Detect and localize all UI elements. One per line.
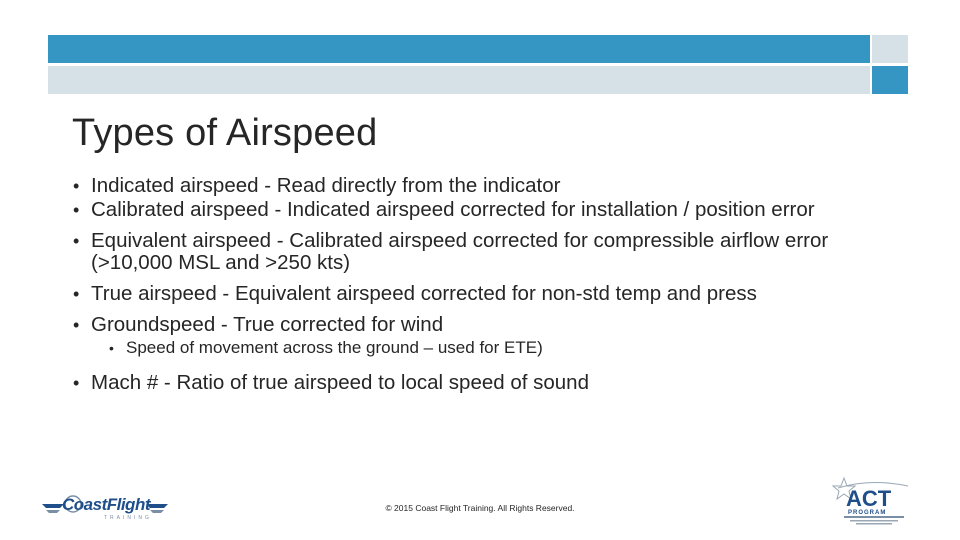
act-program-logo <box>830 476 912 530</box>
bullet-groundspeed: Groundspeed - True corrected for wind <box>91 313 444 336</box>
act-wordmark: ACT <box>846 486 892 511</box>
coast-flight-tagline: TRAINING <box>104 515 152 521</box>
slide-content <box>72 175 902 403</box>
header-bar-second-accent <box>872 66 908 94</box>
header-bar-second <box>48 66 870 94</box>
bullet-true-airspeed: • True airspeed - Equivalent airspeed corrected for non-std temp and press <box>72 283 902 305</box>
sub-bullet-ground-movement: • Speed of movement across the ground – used for ETE) <box>91 338 902 358</box>
header-bar-top <box>48 35 870 63</box>
bullet-calibrated-airspeed: • Calibrated airspeed - Indicated airspeed corrected for installation / position error <box>72 199 902 221</box>
coast-flight-logo <box>40 488 175 528</box>
copyright-footer: © 2015 Coast Flight Training. All Rights Reserved. <box>385 503 575 513</box>
coast-flight-wordmark: CoastFlight <box>62 495 150 514</box>
bullet-equivalent-airspeed: • Equivalent airspeed - Calibrated airspeed corrected for compressible airflow error (>10,000 MSL and >250 kts) <box>72 230 902 274</box>
bullet-groundspeed-item <box>72 314 902 358</box>
slide-title: Types of Airspeed <box>72 112 378 154</box>
bullet-indicated-airspeed: • Indicated airspeed - Read directly from the indicator <box>72 175 902 197</box>
sub-bullet-list <box>91 338 902 358</box>
header-bar-top-accent <box>872 35 908 63</box>
bullet-mach: • Mach # - Ratio of true airspeed to local speed of sound <box>72 372 902 394</box>
bullet-list <box>72 175 902 394</box>
act-program-label: PROGRAM <box>848 510 887 516</box>
